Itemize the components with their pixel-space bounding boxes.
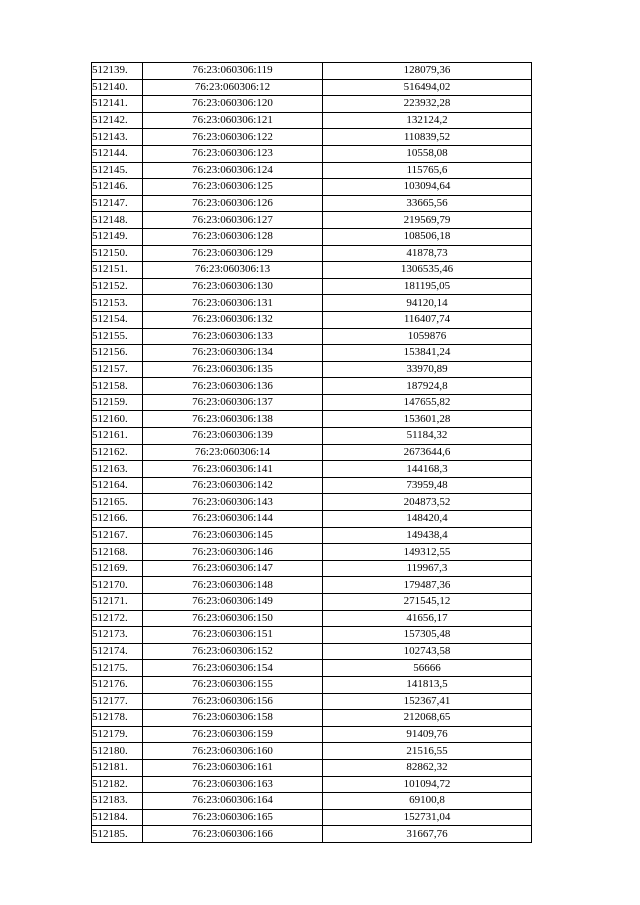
cadastral-number-cell: 76:23:060306:154 xyxy=(143,660,323,677)
table-row xyxy=(92,560,532,577)
cadastral-number-cell: 76:23:060306:146 xyxy=(143,544,323,561)
value-cell: 271545,12 xyxy=(323,594,532,611)
value-cell: 212068,65 xyxy=(323,710,532,727)
table-row xyxy=(92,295,532,312)
table-row xyxy=(92,245,532,262)
row-number-cell: 512165. xyxy=(92,494,143,511)
value-cell: 33970,89 xyxy=(323,361,532,378)
cadastral-number-cell: 76:23:060306:141 xyxy=(143,461,323,478)
row-number-cell: 512157. xyxy=(92,361,143,378)
cadastral-number-cell: 76:23:060306:13 xyxy=(143,262,323,279)
cadastral-number-cell: 76:23:060306:138 xyxy=(143,411,323,428)
row-number-cell: 512156. xyxy=(92,345,143,362)
table-row xyxy=(92,212,532,229)
table-row xyxy=(92,759,532,776)
value-cell: 82862,32 xyxy=(323,759,532,776)
row-number-cell: 512144. xyxy=(92,145,143,162)
row-number-cell: 512139. xyxy=(92,63,143,80)
table-row xyxy=(92,411,532,428)
value-cell: 41656,17 xyxy=(323,610,532,627)
table-row xyxy=(92,361,532,378)
row-number-cell: 512169. xyxy=(92,560,143,577)
cadastral-number-cell: 76:23:060306:126 xyxy=(143,195,323,212)
value-cell: 179487,36 xyxy=(323,577,532,594)
row-number-cell: 512183. xyxy=(92,793,143,810)
row-number-cell: 512164. xyxy=(92,477,143,494)
row-number-cell: 512142. xyxy=(92,112,143,129)
value-cell: 181195,05 xyxy=(323,278,532,295)
table-row xyxy=(92,826,532,843)
table-row xyxy=(92,643,532,660)
table-row xyxy=(92,693,532,710)
table-row xyxy=(92,79,532,96)
table-row xyxy=(92,494,532,511)
cadastral-number-cell: 76:23:060306:160 xyxy=(143,743,323,760)
value-cell: 119967,3 xyxy=(323,560,532,577)
cadastral-number-cell: 76:23:060306:142 xyxy=(143,477,323,494)
cadastral-value-table xyxy=(91,62,532,843)
value-cell: 157305,48 xyxy=(323,627,532,644)
row-number-cell: 512172. xyxy=(92,610,143,627)
row-number-cell: 512163. xyxy=(92,461,143,478)
value-cell: 91409,76 xyxy=(323,726,532,743)
row-number-cell: 512150. xyxy=(92,245,143,262)
cadastral-number-cell: 76:23:060306:131 xyxy=(143,295,323,312)
value-cell: 128079,36 xyxy=(323,63,532,80)
value-cell: 10558,08 xyxy=(323,145,532,162)
table-row xyxy=(92,162,532,179)
value-cell: 101094,72 xyxy=(323,776,532,793)
table-row xyxy=(92,145,532,162)
row-number-cell: 512178. xyxy=(92,710,143,727)
table-row xyxy=(92,195,532,212)
row-number-cell: 512181. xyxy=(92,759,143,776)
table-row xyxy=(92,112,532,129)
table-row xyxy=(92,710,532,727)
cadastral-number-cell: 76:23:060306:149 xyxy=(143,594,323,611)
table-row xyxy=(92,610,532,627)
cadastral-number-cell: 76:23:060306:148 xyxy=(143,577,323,594)
table-row xyxy=(92,345,532,362)
table-row xyxy=(92,627,532,644)
cadastral-number-cell: 76:23:060306:156 xyxy=(143,693,323,710)
value-cell: 152367,41 xyxy=(323,693,532,710)
row-number-cell: 512174. xyxy=(92,643,143,660)
row-number-cell: 512151. xyxy=(92,262,143,279)
cadastral-number-cell: 76:23:060306:132 xyxy=(143,311,323,328)
row-number-cell: 512173. xyxy=(92,627,143,644)
row-number-cell: 512162. xyxy=(92,444,143,461)
cadastral-number-cell: 76:23:060306:134 xyxy=(143,345,323,362)
table-row xyxy=(92,544,532,561)
row-number-cell: 512182. xyxy=(92,776,143,793)
row-number-cell: 512145. xyxy=(92,162,143,179)
value-cell: 152731,04 xyxy=(323,809,532,826)
value-cell: 219569,79 xyxy=(323,212,532,229)
cadastral-number-cell: 76:23:060306:137 xyxy=(143,394,323,411)
cadastral-number-cell: 76:23:060306:133 xyxy=(143,328,323,345)
value-cell: 41878,73 xyxy=(323,245,532,262)
table-row xyxy=(92,594,532,611)
row-number-cell: 512140. xyxy=(92,79,143,96)
table-row xyxy=(92,809,532,826)
cadastral-number-cell: 76:23:060306:121 xyxy=(143,112,323,129)
value-cell: 223932,28 xyxy=(323,96,532,113)
row-number-cell: 512159. xyxy=(92,394,143,411)
cadastral-number-cell: 76:23:060306:119 xyxy=(143,63,323,80)
row-number-cell: 512175. xyxy=(92,660,143,677)
row-number-cell: 512147. xyxy=(92,195,143,212)
table-row xyxy=(92,311,532,328)
table-row xyxy=(92,328,532,345)
value-cell: 2673644,6 xyxy=(323,444,532,461)
table-row xyxy=(92,726,532,743)
cadastral-number-cell: 76:23:060306:139 xyxy=(143,428,323,445)
value-cell: 132124,2 xyxy=(323,112,532,129)
value-cell: 51184,32 xyxy=(323,428,532,445)
cadastral-number-cell: 76:23:060306:127 xyxy=(143,212,323,229)
table-row xyxy=(92,179,532,196)
value-cell: 144168,3 xyxy=(323,461,532,478)
row-number-cell: 512179. xyxy=(92,726,143,743)
table-row xyxy=(92,776,532,793)
cadastral-number-cell: 76:23:060306:159 xyxy=(143,726,323,743)
value-cell: 56666 xyxy=(323,660,532,677)
table-row xyxy=(92,129,532,146)
cadastral-number-cell: 76:23:060306:123 xyxy=(143,145,323,162)
value-cell: 110839,52 xyxy=(323,129,532,146)
value-cell: 516494,02 xyxy=(323,79,532,96)
table-row xyxy=(92,228,532,245)
cadastral-number-cell: 76:23:060306:136 xyxy=(143,378,323,395)
row-number-cell: 512166. xyxy=(92,511,143,528)
row-number-cell: 512176. xyxy=(92,676,143,693)
cadastral-number-cell: 76:23:060306:150 xyxy=(143,610,323,627)
cadastral-number-cell: 76:23:060306:152 xyxy=(143,643,323,660)
table-row xyxy=(92,444,532,461)
row-number-cell: 512143. xyxy=(92,129,143,146)
table-row xyxy=(92,676,532,693)
value-cell: 116407,74 xyxy=(323,311,532,328)
row-number-cell: 512152. xyxy=(92,278,143,295)
value-cell: 102743,58 xyxy=(323,643,532,660)
row-number-cell: 512170. xyxy=(92,577,143,594)
table-row xyxy=(92,793,532,810)
value-cell: 153601,28 xyxy=(323,411,532,428)
value-cell: 94120,14 xyxy=(323,295,532,312)
row-number-cell: 512161. xyxy=(92,428,143,445)
cadastral-number-cell: 76:23:060306:151 xyxy=(143,627,323,644)
value-cell: 31667,76 xyxy=(323,826,532,843)
table-row xyxy=(92,262,532,279)
cadastral-number-cell: 76:23:060306:135 xyxy=(143,361,323,378)
cadastral-number-cell: 76:23:060306:145 xyxy=(143,527,323,544)
value-cell: 1306535,46 xyxy=(323,262,532,279)
cadastral-number-cell: 76:23:060306:122 xyxy=(143,129,323,146)
value-cell: 103094,64 xyxy=(323,179,532,196)
row-number-cell: 512148. xyxy=(92,212,143,229)
table-row xyxy=(92,63,532,80)
value-cell: 149312,55 xyxy=(323,544,532,561)
value-cell: 148420,4 xyxy=(323,511,532,528)
table-row xyxy=(92,660,532,677)
value-cell: 21516,55 xyxy=(323,743,532,760)
value-cell: 1059876 xyxy=(323,328,532,345)
row-number-cell: 512180. xyxy=(92,743,143,760)
cadastral-number-cell: 76:23:060306:147 xyxy=(143,560,323,577)
row-number-cell: 512167. xyxy=(92,527,143,544)
value-cell: 115765,6 xyxy=(323,162,532,179)
row-number-cell: 512185. xyxy=(92,826,143,843)
cadastral-number-cell: 76:23:060306:120 xyxy=(143,96,323,113)
cadastral-number-cell: 76:23:060306:166 xyxy=(143,826,323,843)
table-row xyxy=(92,278,532,295)
table-body xyxy=(92,63,532,843)
table-row xyxy=(92,477,532,494)
row-number-cell: 512154. xyxy=(92,311,143,328)
row-number-cell: 512160. xyxy=(92,411,143,428)
cadastral-number-cell: 76:23:060306:155 xyxy=(143,676,323,693)
row-number-cell: 512184. xyxy=(92,809,143,826)
cadastral-number-cell: 76:23:060306:125 xyxy=(143,179,323,196)
table-row xyxy=(92,527,532,544)
value-cell: 33665,56 xyxy=(323,195,532,212)
value-cell: 73959,48 xyxy=(323,477,532,494)
value-cell: 108506,18 xyxy=(323,228,532,245)
value-cell: 187924,8 xyxy=(323,378,532,395)
table-row xyxy=(92,461,532,478)
value-cell: 141813,5 xyxy=(323,676,532,693)
row-number-cell: 512168. xyxy=(92,544,143,561)
cadastral-number-cell: 76:23:060306:144 xyxy=(143,511,323,528)
row-number-cell: 512146. xyxy=(92,179,143,196)
table-row xyxy=(92,394,532,411)
row-number-cell: 512153. xyxy=(92,295,143,312)
value-cell: 147655,82 xyxy=(323,394,532,411)
cadastral-number-cell: 76:23:060306:14 xyxy=(143,444,323,461)
cadastral-number-cell: 76:23:060306:143 xyxy=(143,494,323,511)
cadastral-number-cell: 76:23:060306:158 xyxy=(143,710,323,727)
cadastral-number-cell: 76:23:060306:129 xyxy=(143,245,323,262)
cadastral-number-cell: 76:23:060306:161 xyxy=(143,759,323,776)
cadastral-number-cell: 76:23:060306:164 xyxy=(143,793,323,810)
value-cell: 69100,8 xyxy=(323,793,532,810)
cadastral-number-cell: 76:23:060306:165 xyxy=(143,809,323,826)
table-row xyxy=(92,378,532,395)
cadastral-number-cell: 76:23:060306:128 xyxy=(143,228,323,245)
table-row xyxy=(92,577,532,594)
cadastral-number-cell: 76:23:060306:124 xyxy=(143,162,323,179)
row-number-cell: 512149. xyxy=(92,228,143,245)
cadastral-number-cell: 76:23:060306:12 xyxy=(143,79,323,96)
value-cell: 204873,52 xyxy=(323,494,532,511)
table-row xyxy=(92,428,532,445)
row-number-cell: 512171. xyxy=(92,594,143,611)
row-number-cell: 512141. xyxy=(92,96,143,113)
value-cell: 149438,4 xyxy=(323,527,532,544)
cadastral-number-cell: 76:23:060306:130 xyxy=(143,278,323,295)
table-row xyxy=(92,96,532,113)
row-number-cell: 512158. xyxy=(92,378,143,395)
value-cell: 153841,24 xyxy=(323,345,532,362)
row-number-cell: 512155. xyxy=(92,328,143,345)
cadastral-number-cell: 76:23:060306:163 xyxy=(143,776,323,793)
table-row xyxy=(92,743,532,760)
table-row xyxy=(92,511,532,528)
row-number-cell: 512177. xyxy=(92,693,143,710)
